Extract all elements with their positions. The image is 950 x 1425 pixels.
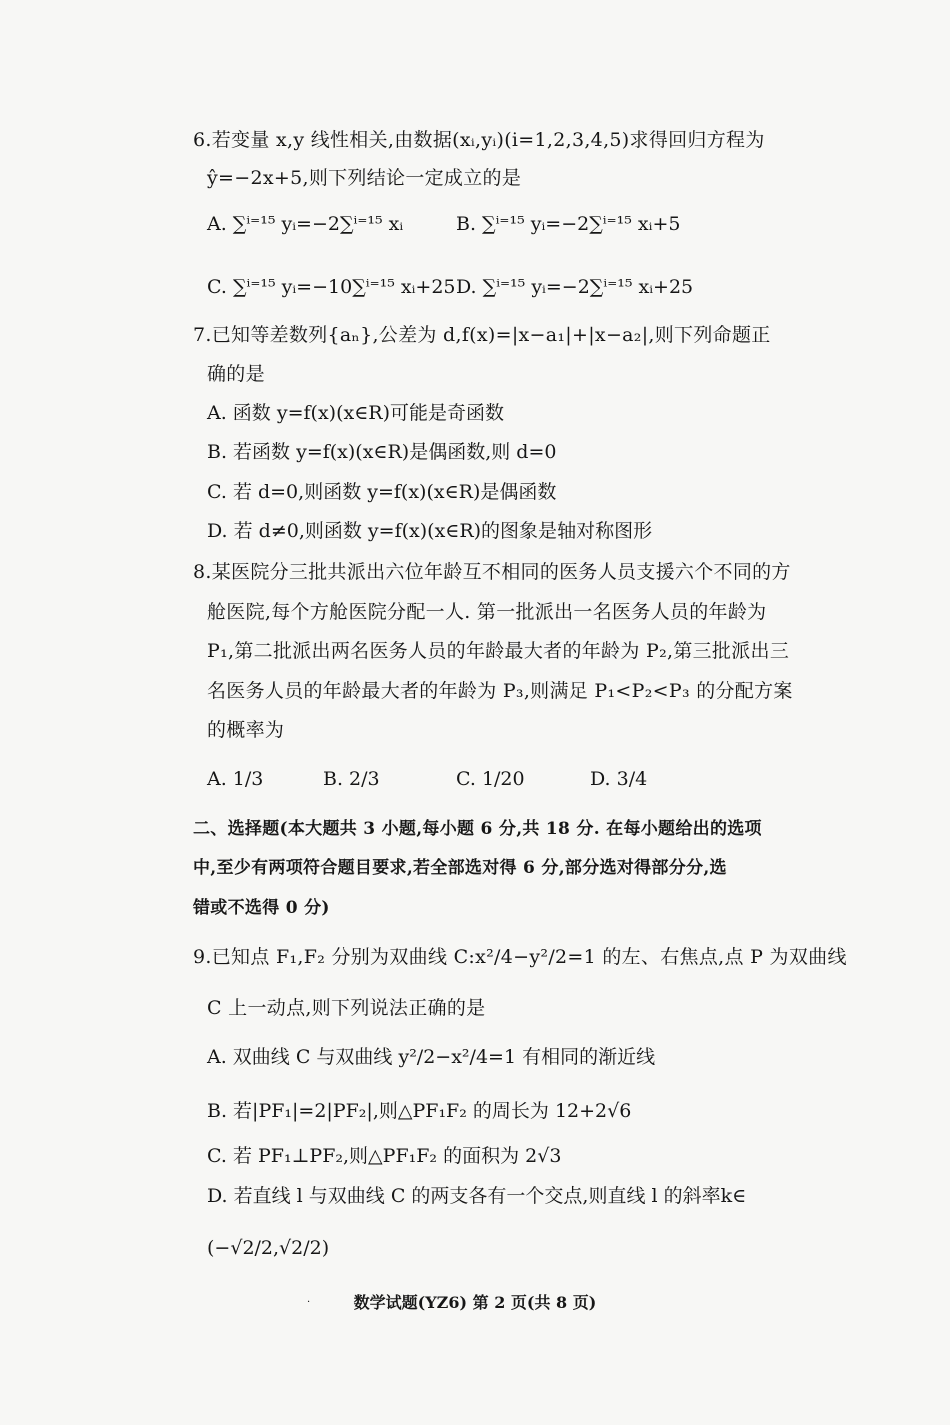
q7-stem-line1: 7.已知等差数列{aₙ},公差为 d,f(x)=|x−a₁|+|x−a₂|,则下列命题正 (193, 324, 771, 346)
q9-option-d-line2: (−√2/2,√2/2) (207, 1237, 330, 1259)
q9-option-a: A. 双曲线 C 与双曲线 y²/2−x²/4=1 有相同的渐近线 (207, 1046, 656, 1068)
q7-option-d: D. 若 d≠0,则函数 y=f(x)(x∈R)的图象是轴对称图形 (207, 520, 653, 542)
q6-option-d: D. ∑ⁱ⁼¹⁵ yᵢ=−2∑ⁱ⁼¹⁵ xᵢ+25 (456, 276, 694, 298)
q7-option-a: A. 函数 y=f(x)(x∈R)可能是奇函数 (207, 402, 504, 424)
section2-line2: 中,至少有两项符合题目要求,若全部选对得 6 分,部分选对得部分分,选 (193, 858, 727, 878)
section2-line3: 错或不选得 0 分) (193, 898, 330, 918)
q9-stem-line2: C 上一动点,则下列说法正确的是 (207, 997, 486, 1019)
q7-option-c: C. 若 d=0,则函数 y=f(x)(x∈R)是偶函数 (207, 481, 557, 503)
q6-stem-line2: ŷ=−2x+5,则下列结论一定成立的是 (207, 167, 522, 189)
q9-option-c: C. 若 PF₁⊥PF₂,则△PF₁F₂ 的面积为 2√3 (207, 1145, 562, 1167)
q7-option-b: B. 若函数 y=f(x)(x∈R)是偶函数,则 d=0 (207, 441, 557, 463)
page-footer: 数学试题(YZ6) 第 2 页(共 8 页) (353, 1293, 597, 1312)
scan-dot: · (307, 1297, 311, 1308)
section2-line1: 二、选择题(本大题共 3 小题,每小题 6 分,共 18 分. 在每小题给出的选项 (193, 819, 762, 839)
q8-option-c: C. 1/20 (456, 768, 525, 790)
q6-stem-line1: 6.若变量 x,y 线性相关,由数据(xᵢ,yᵢ)(i=1,2,3,4,5)求得回归方程为 (193, 129, 765, 151)
q7-stem-line2: 确的是 (207, 363, 265, 385)
q8-line1: 8.某医院分三批共派出六位年龄互不相同的医务人员支援六个不同的方 (193, 561, 791, 583)
q8-option-b: B. 2/3 (323, 768, 380, 790)
q8-option-d: D. 3/4 (590, 768, 648, 790)
q9-stem-line1: 9.已知点 F₁,F₂ 分别为双曲线 C:x²/4−y²/2=1 的左、右焦点,点 P 为双曲线 (193, 946, 847, 968)
q8-line2: 舱医院,每个方舱医院分配一人. 第一批派出一名医务人员的年龄为 (207, 601, 767, 623)
q6-option-a: A. ∑ⁱ⁼¹⁵ yᵢ=−2∑ⁱ⁼¹⁵ xᵢ (207, 213, 404, 235)
q8-line4: 名医务人员的年龄最大者的年龄为 P₃,则满足 P₁<P₂<P₃ 的分配方案 (207, 680, 793, 702)
q6-option-c: C. ∑ⁱ⁼¹⁵ yᵢ=−10∑ⁱ⁼¹⁵ xᵢ+25 (207, 276, 456, 298)
q8-option-a: A. 1/3 (207, 768, 264, 790)
q9-option-b: B. 若|PF₁|=2|PF₂|,则△PF₁F₂ 的周长为 12+2√6 (207, 1100, 632, 1122)
q6-option-b: B. ∑ⁱ⁼¹⁵ yᵢ=−2∑ⁱ⁼¹⁵ xᵢ+5 (456, 213, 681, 235)
q9-option-d-line1: D. 若直线 l 与双曲线 C 的两支各有一个交点,则直线 l 的斜率k∈ (207, 1185, 747, 1207)
q8-line5: 的概率为 (207, 719, 285, 741)
q8-line3: P₁,第二批派出两名医务人员的年龄最大者的年龄为 P₂,第三批派出三 (207, 640, 790, 662)
